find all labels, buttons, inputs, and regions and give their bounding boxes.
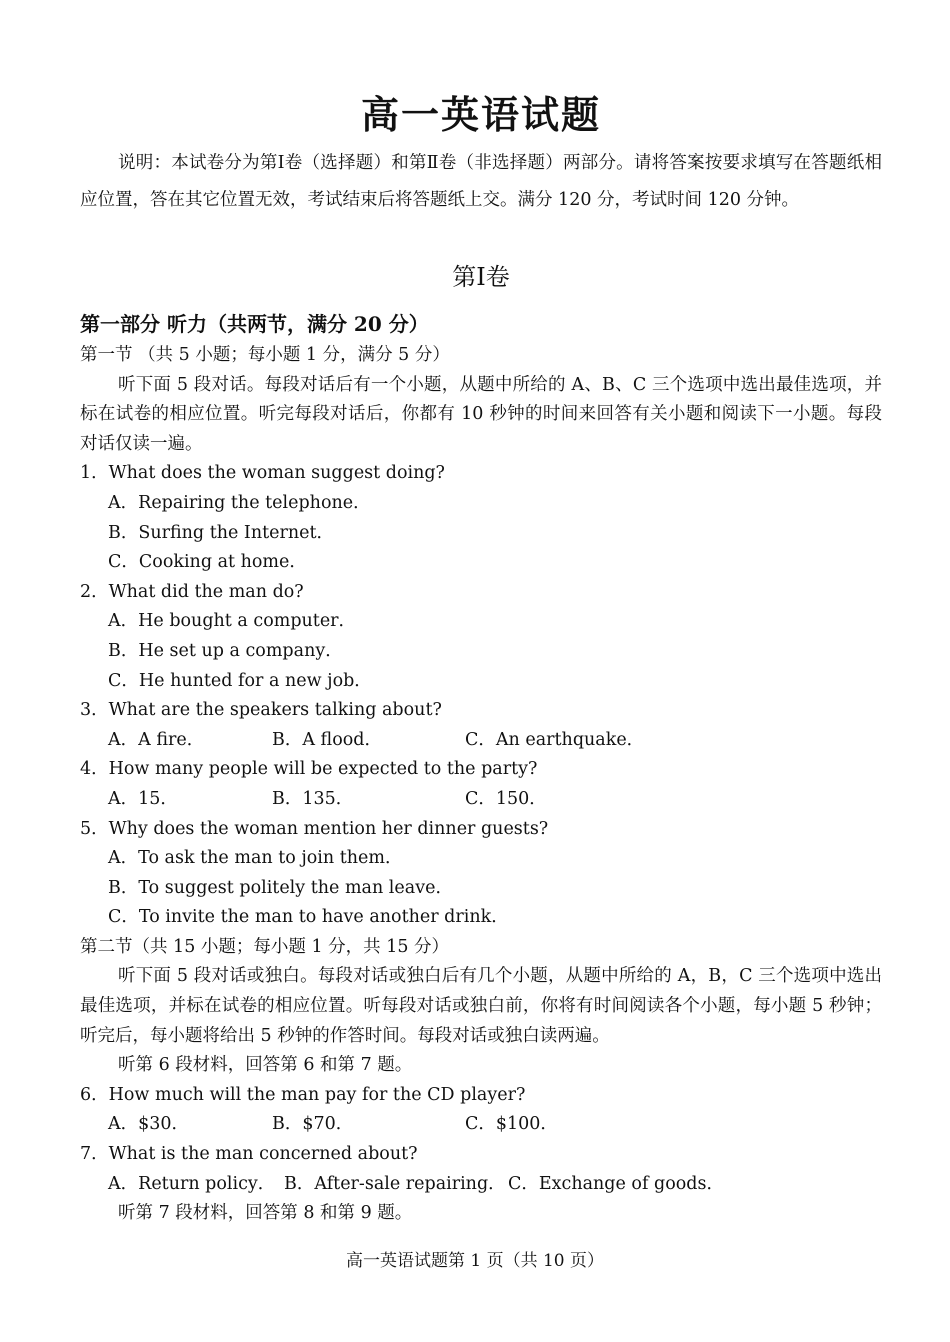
option-b: B．135．	[272, 788, 354, 809]
option-b: B．He set up a company．	[108, 640, 343, 661]
options-row	[80, 726, 882, 756]
option-b: B．A flood．	[272, 729, 383, 750]
question-stem: 4．How many people will be expected to the party?	[80, 759, 538, 780]
question-stem: 5．Why does the woman mention her dinner guests?	[80, 818, 549, 839]
option-a: A．Return policy．	[108, 1173, 276, 1194]
option-a: A．To ask the man to join them．	[108, 848, 403, 869]
option-a: A．Repairing the telephone．	[108, 492, 371, 513]
question-1	[80, 459, 882, 577]
options-row	[80, 1110, 882, 1140]
option-c: C．150．	[465, 788, 547, 809]
option-b: B．Surfing the Internet．	[108, 522, 335, 543]
option-b: B．To suggest politely the man leave．	[108, 877, 453, 898]
question-stem: 2．What did the man do?	[80, 581, 304, 602]
question-stem: 7．What is the man concerned about?	[80, 1144, 418, 1165]
question-7	[80, 1140, 882, 1199]
question-3	[80, 696, 882, 755]
options-row	[80, 1170, 882, 1200]
material-note: 听第 6 段材料，回答第 6 和第 7 题。	[118, 1055, 413, 1076]
section-heading: 第二节（共 15 小题；每小题 1 分，共 15 分）	[80, 936, 450, 957]
question-4	[80, 755, 882, 814]
question-6	[80, 1081, 882, 1140]
exam-instructions: 说明：本试卷分为第Ⅰ卷（选择题）和第Ⅱ卷（非选择题）两部分。请将答案按要求填写在答题纸相应位置，答在其它位置无效，考试结束后将答题纸上交。满分 120 分，考试时间 120 分钟。	[80, 153, 882, 210]
part-title: 第一部分 听力（共两节，满分 20 分）	[80, 312, 429, 336]
option-b: B．After-sale repairing．	[284, 1173, 506, 1194]
section-instructions: 听下面 5 段对话。每段对话后有一个小题，从题中所给的 A、B、C 三个选项中选出最佳选项，并标在试卷的相应位置。听完每段对话后，你都有 10 秒钟的时间来回答有关小题和阅读下一小题。每段对话仅读一遍。	[80, 374, 882, 454]
option-a: A．A fire．	[108, 729, 205, 750]
option-c: C．An earthquake．	[465, 729, 645, 750]
option-b: B．$70．	[272, 1114, 354, 1135]
question-2	[80, 578, 882, 696]
question-5	[80, 815, 882, 933]
options-row	[80, 785, 882, 815]
section-instructions: 听下面 5 段对话或独白。每段对话或独白后有几个小题，从题中所给的 A，B，C 三个选项中选出最佳选项，并标在试卷的相应位置。听每段对话或独白前，你将有时间阅读各个小题，每小题 5 秒钟；听完后，每小题将给出 5 秒钟的作答时间。每段对话或独白读两遍。	[80, 966, 882, 1046]
option-a: A．He bought a computer．	[108, 611, 357, 632]
option-c: C．He hunted for a new job．	[108, 670, 372, 691]
part-one-listening	[80, 307, 882, 1229]
section-heading: 第一节 （共 5 小题；每小题 1 分，满分 5 分）	[80, 345, 450, 365]
page-footer: 高一英语试题第 1 页（共 10 页）	[345, 1251, 605, 1271]
question-stem: 3．What are the speakers talking about?	[80, 700, 442, 721]
option-a: A．15．	[108, 788, 178, 809]
option-a: A．$30．	[108, 1114, 190, 1135]
page-title: 高一英语试题	[360, 93, 601, 137]
material-note: 听第 7 段材料，回答第 8 和第 9 题。	[118, 1203, 413, 1224]
option-c: C．Cooking at home．	[108, 552, 307, 573]
question-stem: 1．What does the woman suggest doing?	[80, 463, 445, 484]
volume-heading: 第Ⅰ卷	[452, 263, 510, 291]
question-stem: 6．How much will the man pay for the CD player?	[80, 1084, 526, 1105]
option-c: C．$100．	[465, 1114, 558, 1135]
option-c: C．To invite the man to have another drink．	[108, 907, 509, 928]
option-c: C．Exchange of goods．	[508, 1173, 724, 1194]
